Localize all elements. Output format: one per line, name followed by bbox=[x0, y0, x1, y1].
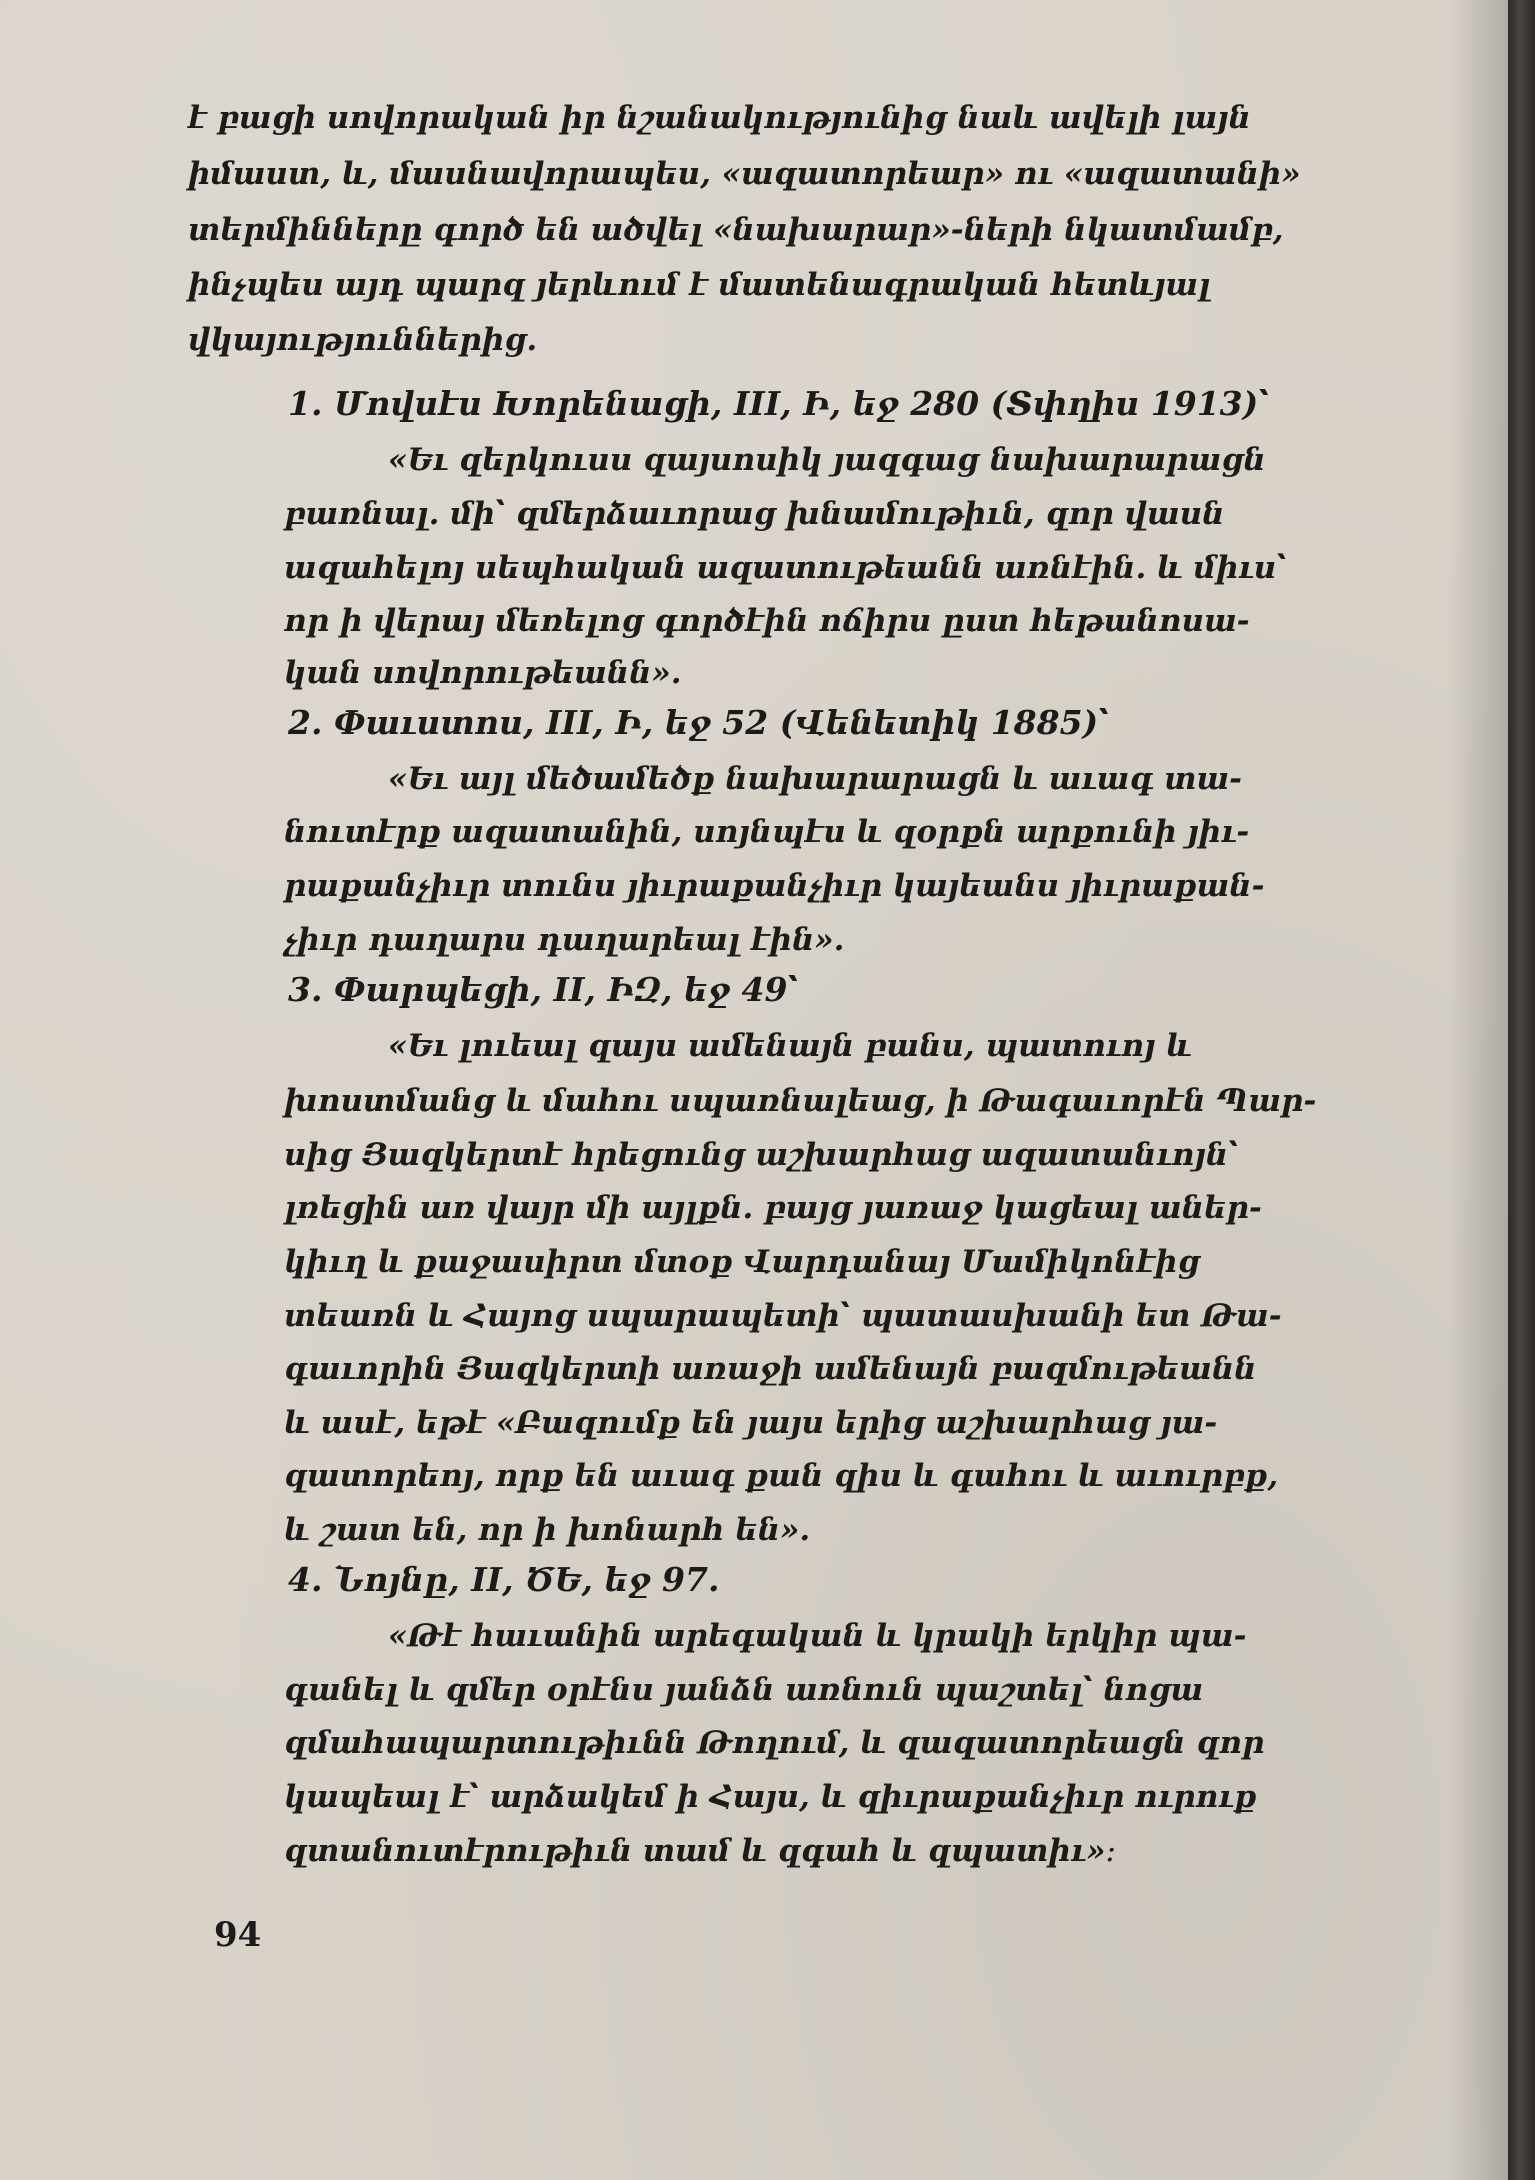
quote-line: չիւր դաղարս դաղարեալ էին»․ bbox=[284, 922, 845, 958]
citation-heading: 3. Փարպեցի, II, ԻԶ, եջ 49՝ bbox=[288, 970, 799, 1009]
quote-line: զմահապարտութիւնն Թողում, և զազատորեացն զոր bbox=[284, 1725, 1265, 1761]
book-binding bbox=[1508, 0, 1535, 2180]
quote-line: խոստմանց և մահու սպառնալեաց, ի Թագաւորէն Պար- bbox=[284, 1083, 1317, 1119]
quote-line: նուտէրք ազատանին, սոյնպէս և զօրքն արքունի յիւ- bbox=[284, 814, 1250, 850]
quote-line: ազահելոյ սեպհական ազատութեանն առնէին․ և միւս՝ bbox=[284, 550, 1287, 586]
page-number: 94 bbox=[214, 1915, 262, 1955]
quote-line: «Եւ այլ մեծամեծք նախարարացն և աւագ տա- bbox=[388, 761, 1243, 797]
quote-line: «Թէ հաւանին արեգական և կրակի երկիր պա- bbox=[388, 1618, 1247, 1654]
paragraph-line: վկայություններից․ bbox=[188, 322, 538, 358]
quote-line: և ասէ, եթէ «Բազումք են յայս երից աշխարհաց յա- bbox=[284, 1405, 1218, 1441]
quote-line: որ ի վերայ մեռելոց գործէին ոճիրս ըստ հեթանոսա- bbox=[284, 603, 1250, 639]
quote-line: «Եւ լուեալ զայս ամենայն բանս, պատուոյ և bbox=[388, 1028, 1192, 1064]
quote-line: գանել և զմեր օրէնս յանձն առնուն պաշտել՝ նոցա bbox=[284, 1672, 1204, 1708]
quote-line: զատորեոյ, որք են աւագ քան զիս և գահու և աւուրբք, bbox=[284, 1458, 1279, 1494]
quote-line: կիւղ և քաջասիրտ մտօք Վարդանայ Մամիկոնէից bbox=[284, 1244, 1200, 1280]
quote-line: տեառն և Հայոց սպարապետի՝ պատասխանի ետ Թա- bbox=[284, 1298, 1282, 1334]
quote-line: լռեցին առ վայր մի այլքն․ բայց յառաջ կացեալ աներ- bbox=[284, 1190, 1262, 1226]
paragraph-line: ինչպես այդ պարզ յերևում է մատենագրական հետևյալ bbox=[188, 267, 1211, 303]
quote-line: կապեալ է՝ արձակեմ ի Հայս, և զիւրաքանչիւր ուրուք bbox=[284, 1779, 1257, 1815]
quote-line: և շատ են, որ ի խոնարհ են»․ bbox=[284, 1512, 811, 1548]
quote-line: րաքանչիւր տունս յիւրաքանչիւր կայեանս յիւրաքան- bbox=[284, 868, 1265, 904]
citation-heading: 2. Փաւստոս, III, Ի, եջ 52 (Վենետիկ 1885)՝ bbox=[288, 703, 1109, 742]
citation-heading: 4. Նոյնը, II, ԾԵ, եջ 97. bbox=[288, 1560, 720, 1599]
quote-line: կան սովորութեանն»․ bbox=[284, 655, 682, 691]
citation-heading: 1. Մովսէս Խորենացի, III, Ի, եջ 280 (Տփղիս 1913)՝ bbox=[288, 384, 1269, 423]
quote-line: գաւորին Յազկերտի առաջի ամենայն բազմութեանն bbox=[284, 1351, 1257, 1387]
quote-line: «Եւ զերկուսս զայսոսիկ յազգաց նախարարացն bbox=[388, 442, 1266, 478]
paragraph-line: իմաստ, և, մասնավորապես, «ազատորեար» ու «ազատանի» bbox=[188, 156, 1301, 192]
paragraph-line: է բացի սովորական իր նշանակությունից նաև ավելի լայն bbox=[188, 100, 1251, 136]
quote-line: բառնալ․ մի՝ զմերձաւորաց խնամութիւն, զոր վասն bbox=[284, 496, 1225, 532]
quote-line: զտանուտէրութիւն տամ և զգահ և զպատիւ»։ bbox=[284, 1833, 1117, 1869]
paragraph-line: տերմինները գործ են ածվել «նախարար»-ների նկատմամբ, bbox=[188, 212, 1284, 248]
quote-line: սից Յազկերտէ հրեցունց աշխարհաց ազատանւոյն՝ bbox=[284, 1137, 1239, 1173]
